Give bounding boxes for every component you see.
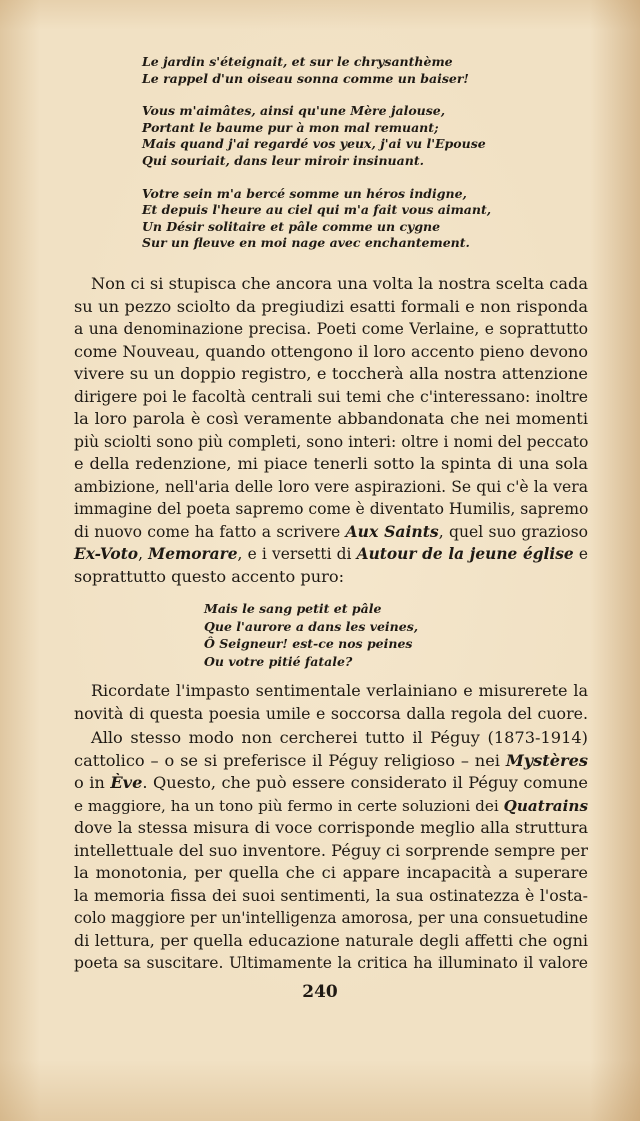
text-line: intellettuale del suo inventore. Péguy ci sorprende sempre per <box>74 840 589 860</box>
poem-line: Un Désir solitaire et pâle comme un cygne <box>142 218 441 234</box>
poem-line: Le rappel d'un oiseau sonna comme un baiser! <box>142 70 469 86</box>
poem-verlaine <box>142 54 491 252</box>
poem-line: Ou votre pitié fatale? <box>204 653 353 669</box>
poem-line: Que l'aurore a dans les veines, <box>204 618 419 634</box>
title-aux-saints: Aux Saints <box>345 521 439 541</box>
text-line: vivere su un doppio registro, e toccherà alla nostra attenzione <box>74 364 588 383</box>
page-number: 240 <box>302 982 338 1002</box>
poem-line: Mais quand j'ai regardé vos yeux, j'ai vu l'Epouse <box>142 136 486 152</box>
text-line: dove la stessa misura di voce corrisponde meglio alla struttura <box>74 818 588 837</box>
text-line: immagine del poeta sapremo come è diventato Humilis, sapremo <box>74 500 589 518</box>
text-line: novità di questa poesia umile e soccorsa dalla regola del cuore. <box>74 703 588 723</box>
text-line: Ex-Voto, Memorare, e i versetti di Autour de la jeune église e <box>74 545 588 563</box>
text-line: la memoria fissa dei suoi sentimenti, la sua ostinatezza è l'osta- <box>74 885 588 905</box>
text-line: poeta sa suscitare. Ultimamente la critica ha illuminato il valore <box>74 954 588 972</box>
poem-line: Qui souriait, dans leur miroir insinuant. <box>142 152 424 168</box>
title-autour-de-la-jeune-eglise: Autour de la jeune église <box>356 545 574 563</box>
poem-line: Et depuis l'heure au ciel qui m'a fait vous aimant, <box>142 202 492 218</box>
title-mysteres: Mystères <box>505 750 588 770</box>
text-line: come Nouveau, quando ottengono il loro accento pieno devono <box>74 341 588 361</box>
poem-line: Mais le sang petit et pâle <box>204 601 382 616</box>
text-line: la loro parola è così veramente abbandonata che nei momenti <box>74 409 588 428</box>
text-line: cattolico – o se si preferisce il Péguy religioso – nei Mystères <box>74 750 588 770</box>
text-line: colo maggiore per un'intelligenza amorosa, per una consuetudine <box>74 909 588 927</box>
title-ex-voto: Ex-Voto <box>74 545 139 563</box>
paragraph-peguy <box>74 727 588 975</box>
poem-line: Sur un fleuve en moi nage avec enchantement. <box>142 235 470 251</box>
text-line: di lettura, per quella educazione naturale degli affetti che ogni <box>74 930 588 950</box>
paragraph-verlaine-nouveau <box>74 273 588 588</box>
paragraph-impasto <box>74 680 588 725</box>
title-eve: Ève <box>110 773 143 792</box>
text-line: più sciolti sono più completi, sono interi: oltre i nomi del peccato <box>74 432 589 451</box>
text-line: soprattutto questo accento puro: <box>74 566 345 586</box>
text-line: Ricordate l'impasto sentimentale verlainiano e misurerete la <box>91 681 588 700</box>
text-line: Non ci si stupisca che ancora una volta la nostra scelta cada <box>91 274 588 293</box>
text-line: dirigere poi le facoltà centrali sui temi che c'interessano: inoltre <box>74 387 588 406</box>
text-line: Allo stesso modo non cercherei tutto il Péguy (1873-1914) <box>91 728 588 747</box>
poem-line: Portant le baume pur à mon mal remuant; <box>142 119 439 135</box>
text-line: o in Ève. Questo, che può essere considerato il Péguy comune <box>74 773 588 792</box>
text-line: la monotonia, per quella che ci appare incapacità a superare <box>74 863 588 882</box>
poem-nouveau <box>204 600 418 670</box>
text-line: ambizione, nell'aria delle loro vere aspirazioni. Se qui c'è la vera <box>74 477 588 496</box>
title-quatrains: Quatrains <box>503 796 588 815</box>
title-memorare: Memorare <box>148 545 238 563</box>
text-line: a una denominazione precisa. Poeti come Verlaine, e soprattutto <box>74 320 588 338</box>
poem-line: Le jardin s'éteignait, et sur le chrysanthème <box>142 54 453 69</box>
poem-line: Ô Seigneur! est-ce nos peines <box>204 636 413 651</box>
text-line: su un pezzo sciolto da pregiudizi esatti formali e non risponda <box>74 296 588 316</box>
poem-line: Votre sein m'a bercé somme un héros indigne, <box>142 185 467 201</box>
text-line: e maggiore, ha un tono più fermo in certe soluzioni dei Quatrains <box>74 796 588 815</box>
text-line: e della redenzione, mi piace tenerli sotto la spinta di una sola <box>74 454 588 473</box>
text-line: di nuovo come ha fatto a scrivere Aux Saints, quel suo grazioso <box>74 521 588 541</box>
poem-line: Vous m'aimâtes, ainsi qu'une Mère jalouse, <box>142 103 446 119</box>
